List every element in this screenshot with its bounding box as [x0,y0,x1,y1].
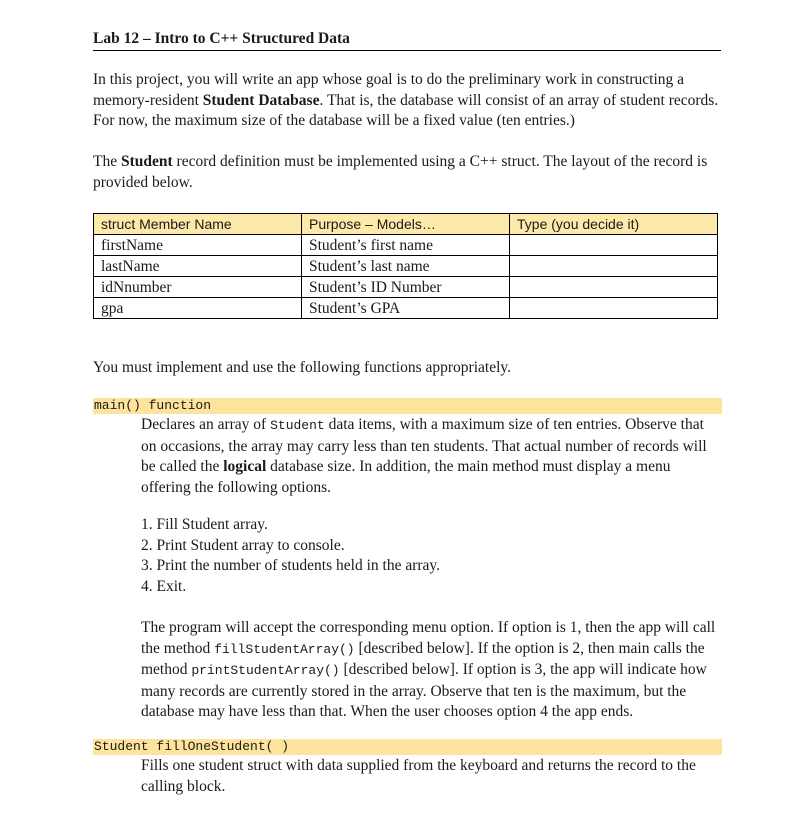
fill-one-student-signature: Student fillOneStudent( ) [93,739,722,755]
table-cell: Student’s GPA [302,298,510,319]
text: [described below]. If the option is 2, then main calls the method [141,639,705,678]
functions-intro: You must implement and use the following functions appropriately. [93,359,512,376]
table-cell: gpa [94,298,302,319]
list-item: 4. Exit. [141,577,187,595]
table-row [94,298,718,319]
bold-text: Student Database [202,91,320,109]
table-cell [510,235,718,256]
main-function-description [141,415,721,498]
header-cell: Purpose – Models… [302,214,510,235]
text: [described below]. If option is 3, the app will indicate how many records are currently stored in the array. Observe that ten is the maximum, but the database may have less than that. When the user chooses option 4 the app ends. [141,661,707,720]
text: database size. In addition, the main method must display a menu offering the following options. [141,458,671,496]
program-behavior-paragraph [141,618,721,723]
fill-one-student-description: Fills one student struct with data supplied from the keyboard and returns the record to the calling block. [141,757,696,795]
text: record definition must be implemented using a C++ struct. The layout of the record is provided below. [93,153,708,191]
table-cell: Student’s first name [302,235,510,256]
text: . That is, the database will consist of an array of student records. For now, the maximum size of the database will be a fixed value (ten entries.) [93,91,719,129]
header-cell: struct Member Name [94,214,302,235]
table-row [94,256,718,277]
list-item: 1. Fill Student array. [141,516,268,533]
table-row [94,277,718,298]
inline-code: fillStudentArray() [214,641,355,657]
header-cell: Type (you decide it) [510,214,718,235]
table-cell [510,277,718,298]
table-header-row [94,214,718,235]
text: data items, with a maximum size of ten entries. Observe that on occasions, the array may carry less than ten students. That actual number of records will be called the [141,416,707,475]
bold-text: logical [223,458,267,475]
list-item: 3. Print the number of students held in the array. [141,557,441,574]
table-row [94,235,718,256]
table-cell [510,256,718,277]
table-cell [510,298,718,319]
inline-code: printStudentArray() [191,663,340,678]
list-item: 2. Print Student array to console. [141,536,345,554]
table-cell: Student’s last name [302,256,510,277]
text: In this project, you will write an app whose goal is to do the preliminary work in constructing a memory-resident [93,71,685,109]
struct-members-table [93,213,718,319]
menu-options-list [141,515,440,597]
struct-paragraph [93,152,721,193]
lab-title: Lab 12 – Intro to C++ Structured Data [93,30,721,51]
table-cell: Student’s ID Number [302,277,510,298]
text: The program will accept the corresponding menu option. If option is 1, then the app will call the method [141,619,716,657]
text: Declares an array of [141,416,271,433]
table-cell: lastName [94,256,302,277]
text: The [93,153,121,170]
main-function-signature: main() function [93,398,722,414]
table-cell: idNnumber [94,277,302,298]
intro-paragraph [93,70,721,132]
inline-code: Student [270,418,325,433]
bold-text: Student [120,153,173,170]
table-cell: firstName [94,235,302,256]
